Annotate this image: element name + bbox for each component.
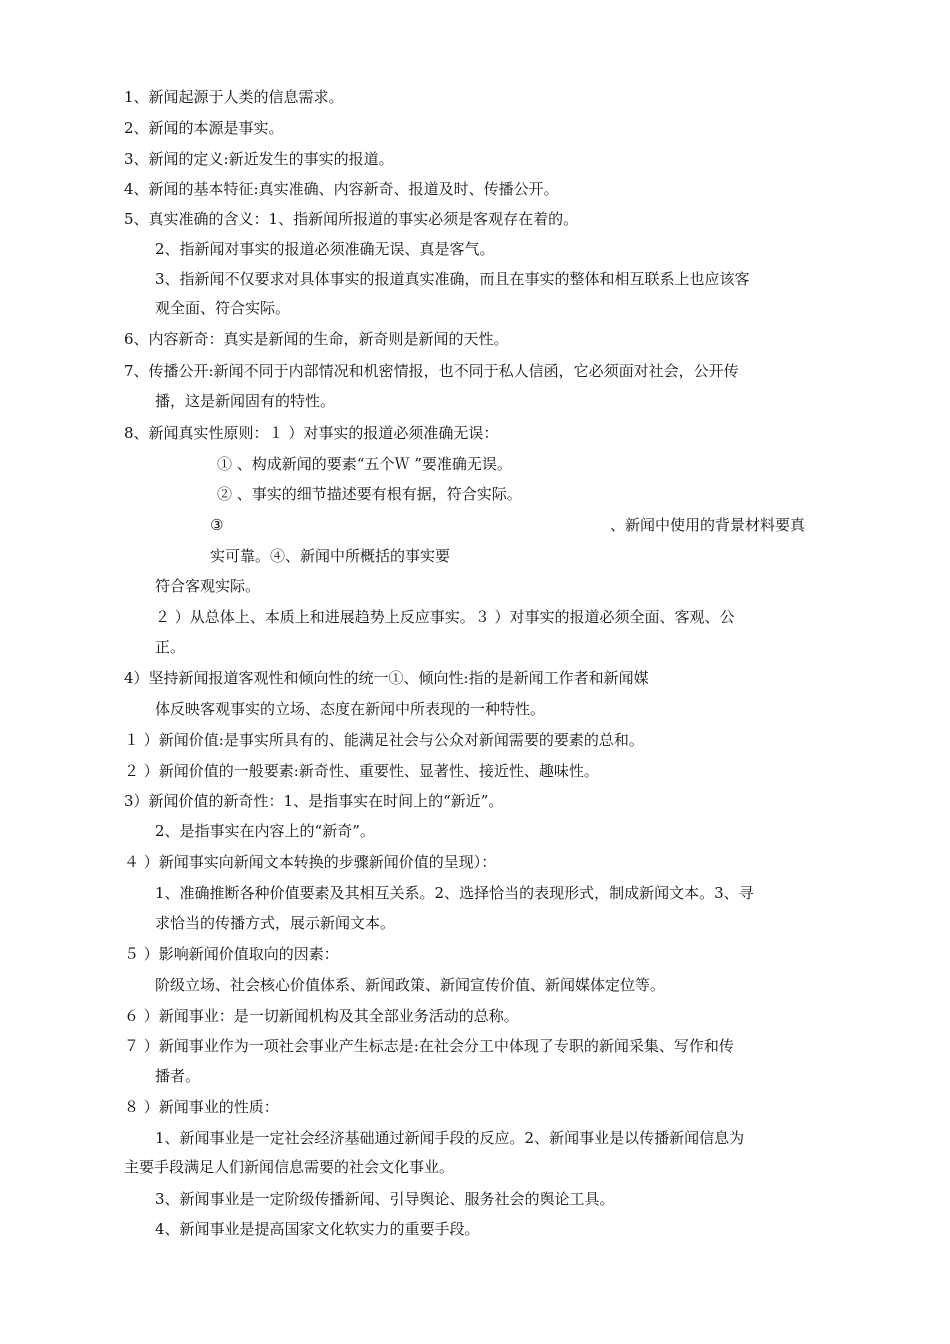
text-line: 主要手段满足人们新闻信息需要的社会文化事业。	[124, 1158, 455, 1176]
text-line: 3、新闻的定义:新近发生的事实的报道。	[124, 150, 394, 168]
text-line: ８ ）新闻事业的性质：	[124, 1098, 279, 1116]
text-line: ６ ）新闻事业：是一切新闻机构及其全部业务活动的总称。	[124, 1007, 519, 1025]
text-line: １ ）新闻价值:是事实所具有的、能满足社会与公众对新闻需要的要素的总和。	[124, 731, 644, 749]
text-line: ２ ）新闻价值的一般要素:新奇性、重要性、显著性、接近性、趣味性。	[124, 762, 599, 780]
text-line: 正。	[155, 638, 186, 656]
text-line: ４ ）新闻事实向新闻文本转换的步骤新闻价值的呈现）：	[124, 853, 497, 871]
text-line: 2、新闻的本源是事实。	[124, 119, 284, 137]
text-line: ５ ）影响新闻价值取向的因素：	[124, 945, 339, 963]
text-line: ２ ）从总体上、本质上和进展趋势上反应事实。３ ）对事实的报道必须全面、客观、公	[155, 608, 735, 626]
text-line: 4、新闻事业是提高国家文化软实力的重要手段。	[155, 1220, 480, 1238]
text-line: 4）坚持新闻报道客观性和倾向性的统一①、倾向性:指的是新闻工作者和新闻媒	[124, 669, 649, 687]
text-line: 实可靠。④、新闻中所概括的事实要	[210, 547, 451, 565]
text-line: 符合客观实际。	[155, 577, 261, 595]
text-line: 1、新闻起源于人类的信息需求。	[124, 88, 344, 106]
text-line: 3）新闻价值的新奇性：1、是指事实在时间上的“新近”。	[124, 792, 504, 810]
text-line: 8、新闻真实性原则：１ ）对事实的报道必须准确无误：	[124, 424, 499, 442]
text-line: 1、准确推断各种价值要素及其相互关系。2、选择恰当的表现形式，制成新闻文本。3、寻	[155, 884, 754, 902]
text-line: 3、新闻事业是一定阶级传播新闻、引导舆论、服务社会的舆论工具。	[155, 1190, 615, 1208]
text-line: 5、真实准确的含义：1、指新闻所报道的事实必须是客观存在着的。	[124, 210, 579, 228]
text-line: 播，这是新闻固有的特性。	[155, 392, 336, 410]
text-line: 播者。	[155, 1067, 201, 1085]
text-line: 4、新闻的基本特征:真实准确、内容新奇、报道及时、传播公开。	[124, 180, 559, 198]
text-line: ③	[210, 516, 224, 534]
text-line: 2、是指事实在内容上的“新奇”。	[155, 822, 375, 840]
text-line: 6、内容新奇：真实是新闻的生命，新奇则是新闻的天性。	[124, 330, 509, 348]
text-line: 2、指新闻对事实的报道必须准确无误、真是客气。	[155, 240, 495, 258]
text-line: 阶级立场、社会核心价值体系、新闻政策、新闻宣传价值、新闻媒体定位等。	[155, 976, 666, 994]
text-line: 、新闻中使用的背景材料要真	[610, 516, 806, 534]
text-line: 1、新闻事业是一定社会经济基础通过新闻手段的反应。2、新闻事业是以传播新闻信息为	[155, 1129, 745, 1147]
text-line: 3、指新闻不仅要求对具体事实的报道真实准确，而且在事实的整体和相互联系上也应该客	[155, 270, 750, 288]
text-line: 观全面、符合实际。	[155, 299, 291, 317]
text-line: 体反映客观事实的立场、态度在新闻中所表现的一种特性。	[155, 700, 546, 718]
text-line: 7、传播公开:新闻不同于内部情况和机密情报，也不同于私人信函，它必须面对社会，公开传	[124, 362, 739, 380]
text-line: ７ ）新闻事业作为一项社会事业产生标志是:在社会分工中体现了专职的新闻采集、写作和传	[124, 1037, 734, 1055]
text-line: 求恰当的传播方式，展示新闻文本。	[155, 914, 396, 932]
text-line: ② 、事实的细节描述要有根有据，符合实际。	[217, 485, 522, 503]
text-line: ① 、构成新闻的要素“五个Ｗ ”要准确无误。	[217, 455, 512, 473]
